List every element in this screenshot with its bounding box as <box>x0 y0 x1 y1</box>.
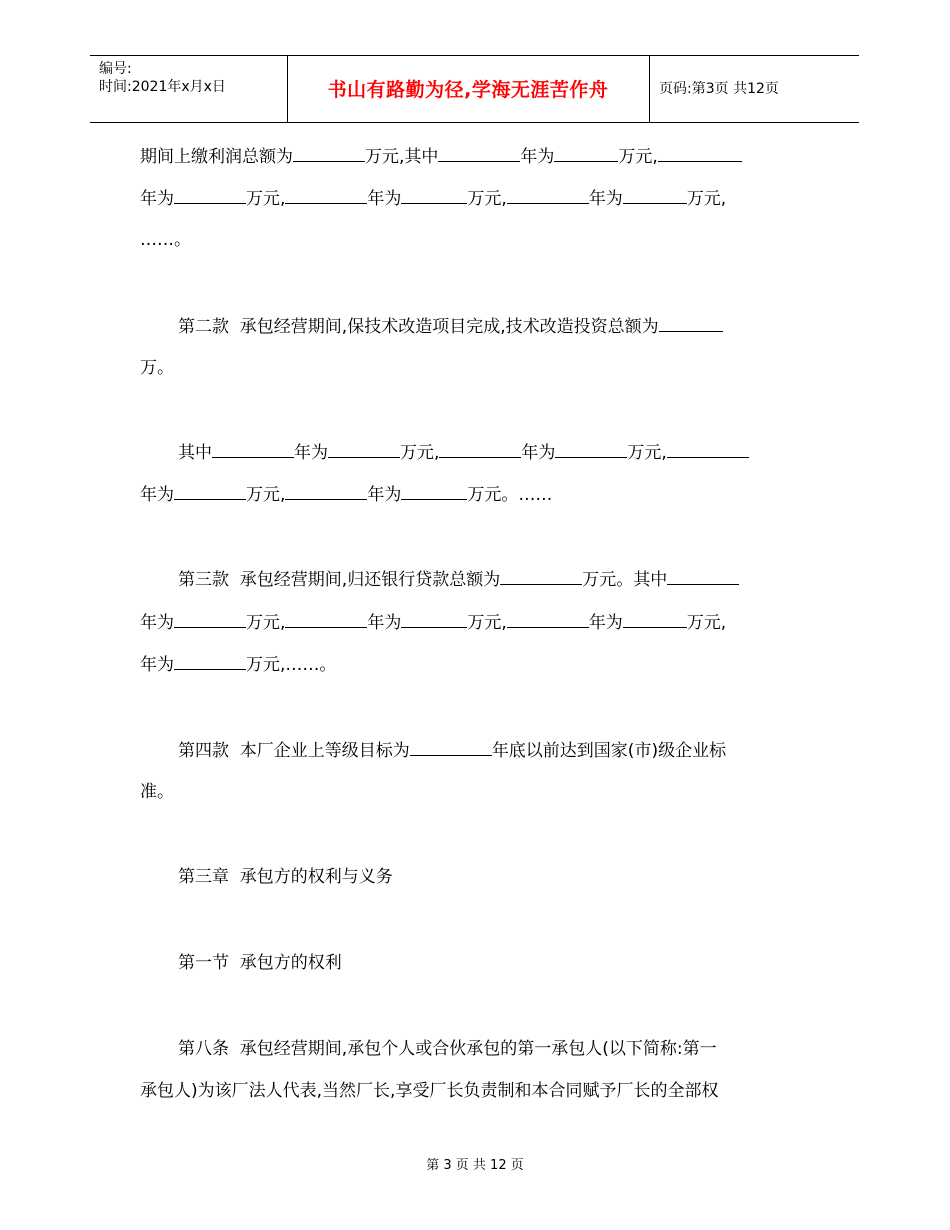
paragraph-line: 年为 万元,……。 <box>140 655 337 675</box>
paragraph-line: 年为 万元, 年为 万元, 年为 万元, <box>140 613 727 633</box>
paragraph-line: 年为 万元, 年为 万元。…… <box>140 485 553 505</box>
paragraph-line: 第三款 承包经营期间,归还银行贷款总额为 万元。其中 <box>178 568 739 591</box>
paragraph-line: 准。 <box>140 782 174 802</box>
header-divider <box>649 56 650 122</box>
paragraph-line: 年为 万元, 年为 万元, 年为 万元, <box>140 189 727 209</box>
document-number-label: 编号: <box>99 61 132 77</box>
paragraph-line: 承包人)为该厂法人代表,当然厂长,享受厂长负责制和本合同赋予厂长的全部权 <box>140 1081 719 1101</box>
header-motto: 书山有路勤为径,学海无涯苦作舟 <box>327 79 609 101</box>
section-heading: 第一节 承包方的权利 <box>178 953 342 973</box>
header-page-number: 页码:第3页 共12页 <box>659 81 779 97</box>
document-header <box>90 55 859 123</box>
document-time-label: 时间:2021年x月x日 <box>99 79 226 95</box>
paragraph-line: 第四款 本厂企业上等级目标为 年底以前达到国家(市)级企业标 <box>178 741 727 761</box>
paragraph-line: 万。 <box>140 358 174 378</box>
paragraph-line: 第八条 承包经营期间,承包个人或合伙承包的第一承包人(以下简称:第一 <box>178 1039 717 1059</box>
page-footer: 第 3 页 共 12 页 <box>426 1158 524 1173</box>
chapter-heading: 第三章 承包方的权利与义务 <box>178 867 393 887</box>
paragraph-line: 第二款 承包经营期间,保技术改造项目完成,技术改造投资总额为 <box>178 315 723 338</box>
paragraph-line: 期间上缴利润总额为 万元,其中 年为 万元, <box>140 145 742 168</box>
paragraph-line: 其中 年为 万元, 年为 万元, <box>178 441 749 464</box>
paragraph-line: ……。 <box>140 230 191 250</box>
